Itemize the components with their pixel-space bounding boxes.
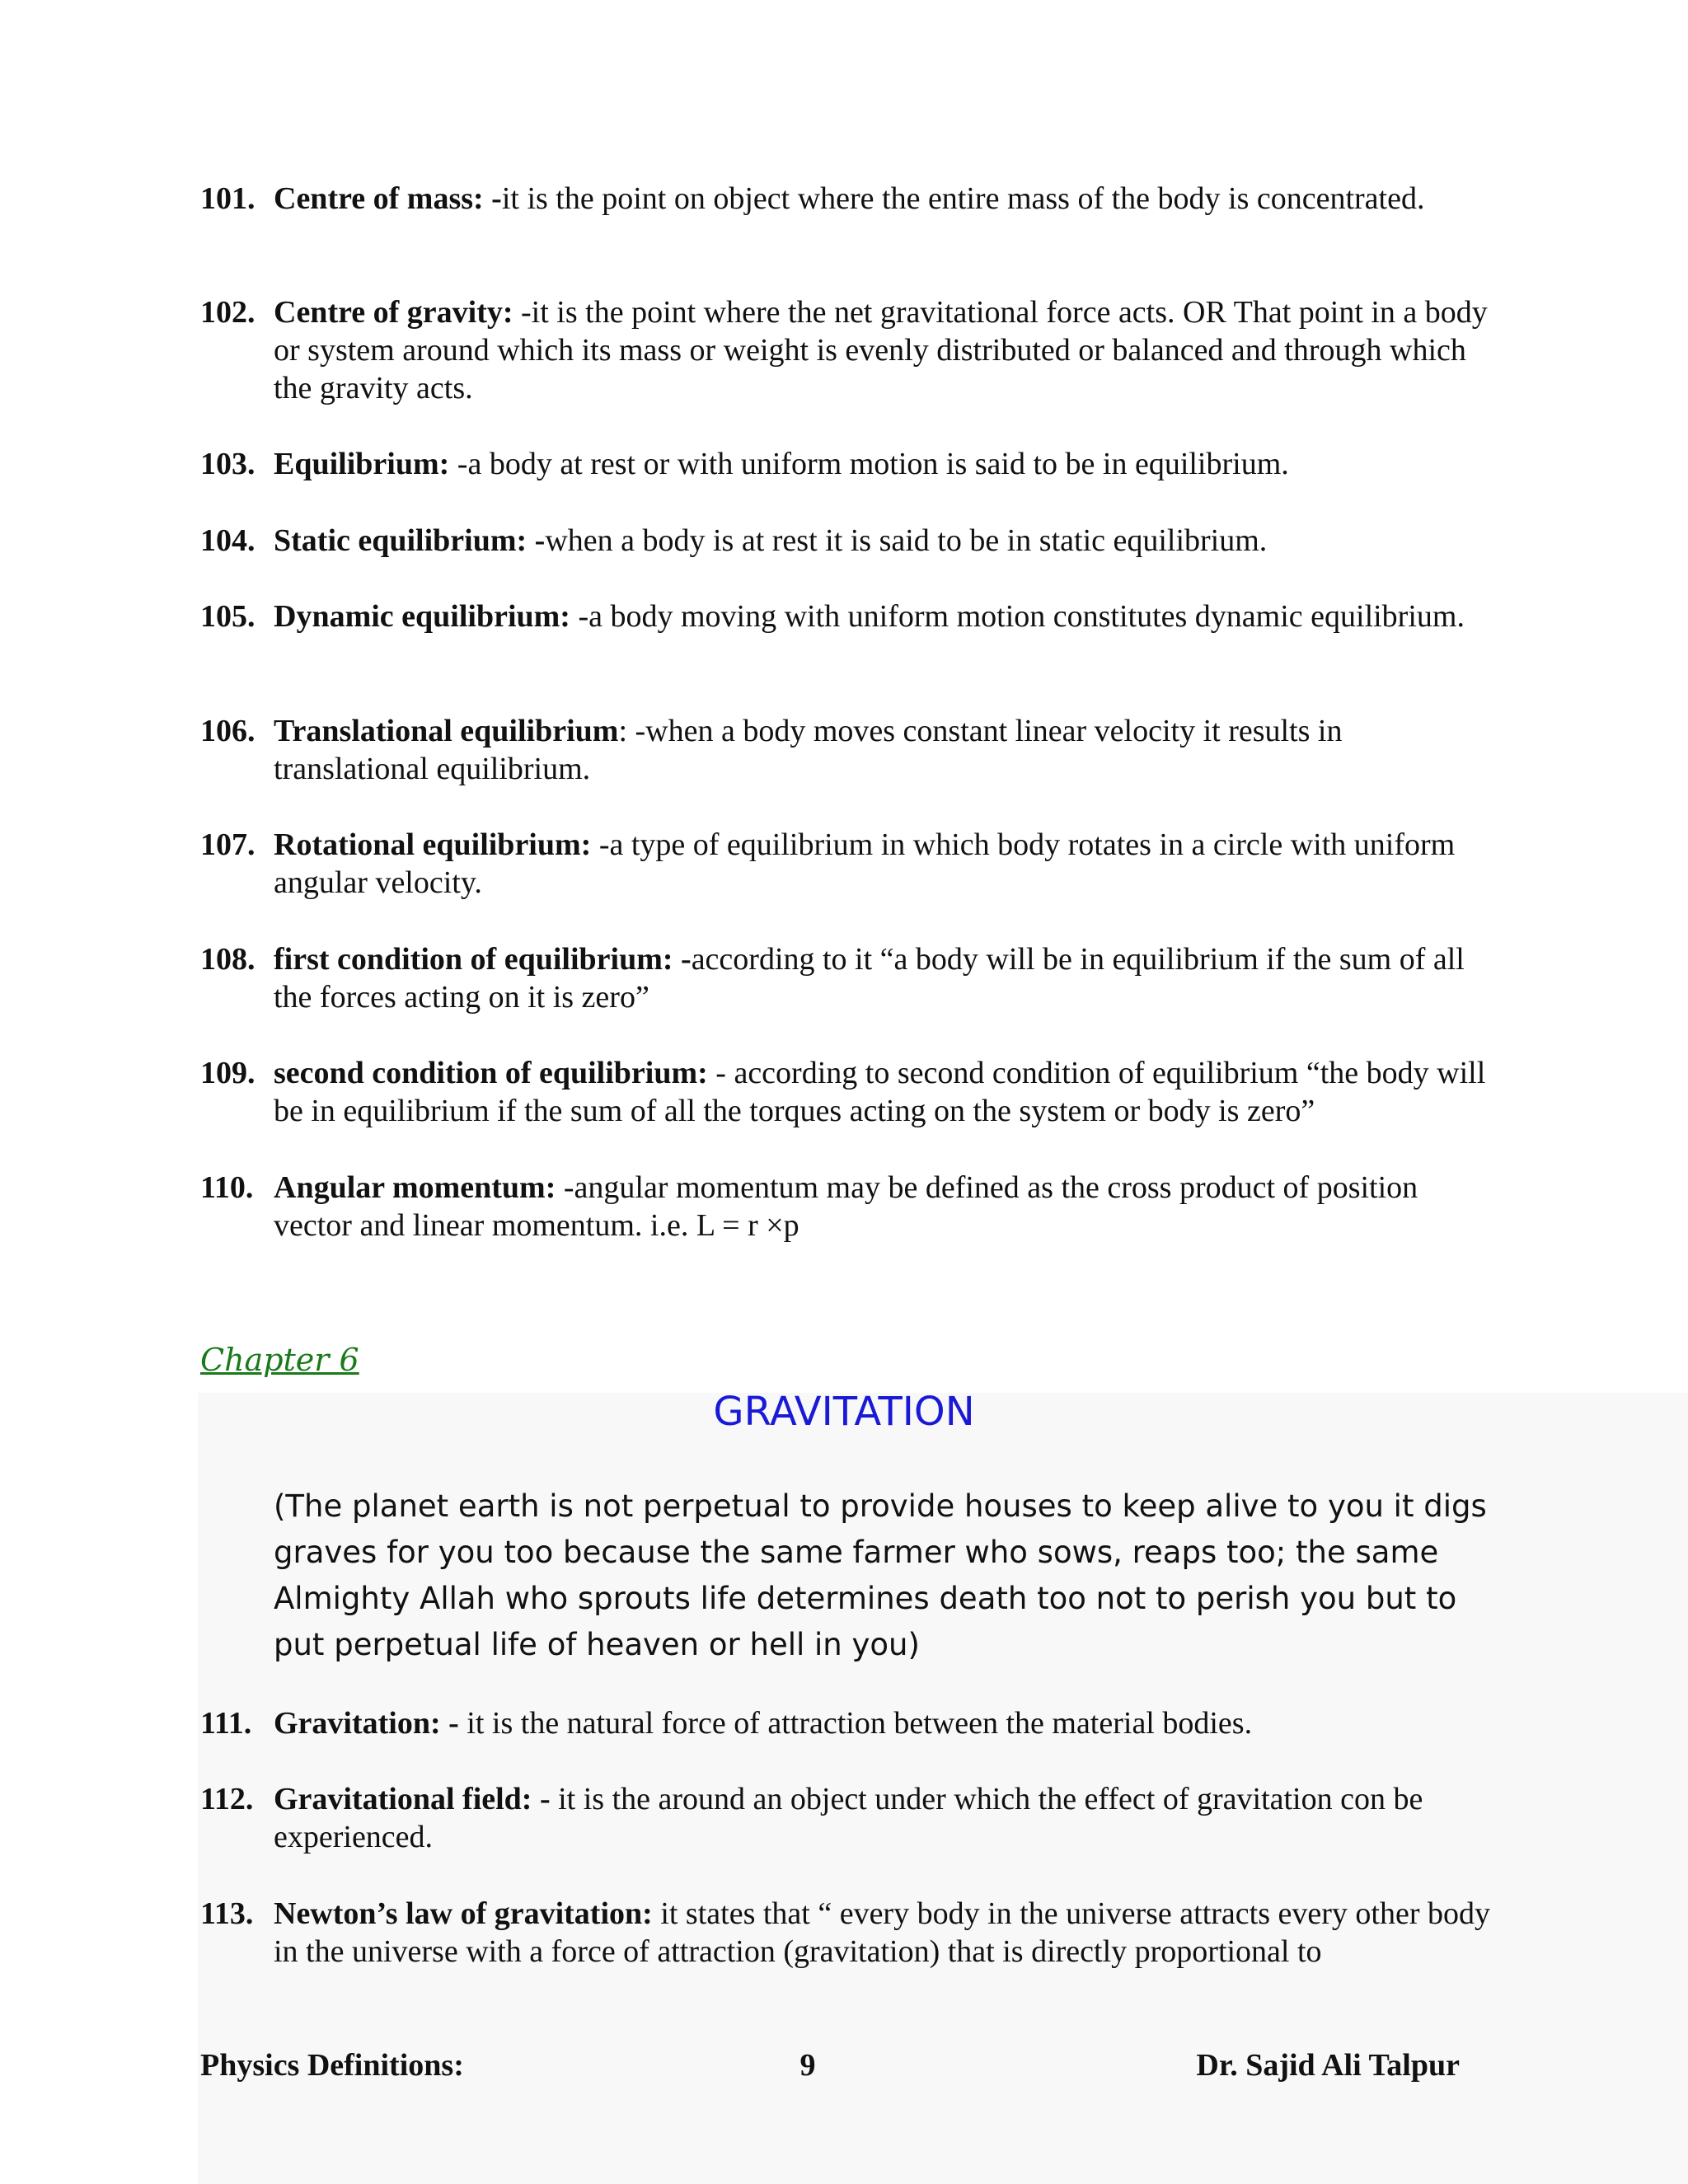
definition-number: 102. — [200, 295, 256, 330]
definition-text: -a body at rest or with uniform motion is said to be in equilibrium. — [449, 447, 1289, 481]
definition-113 — [200, 1895, 1503, 1971]
definition-number: 108. — [200, 942, 256, 977]
definition-text: when a body is at rest it is said to be in static equilibrium. — [545, 523, 1268, 558]
definition-term: second condition of equilibrium: — [274, 1056, 708, 1090]
definition-text: -a type of equilibrium in which body rotates in a circle with uniform angular velocity. — [274, 827, 1456, 900]
definition-text: it is the point on object where the entire mass of the body is concentrated. — [501, 181, 1425, 216]
chapter-title: GRAVITATION — [713, 1389, 975, 1435]
definition-109 — [200, 1054, 1503, 1130]
definition-term: Centre of gravity: — [274, 295, 513, 330]
definition-text: - according to second condition of equilibrium “the body will be in equilibrium if the sum of all the torques acting on the system or body is zero” — [274, 1056, 1486, 1128]
definition-101 — [200, 180, 1503, 218]
definition-104 — [200, 522, 1503, 560]
definition-number: 101. — [200, 181, 256, 216]
definition-number: 112. — [200, 1782, 254, 1816]
definition-number: 104. — [200, 523, 256, 558]
definition-number: 110. — [200, 1170, 254, 1205]
page-number: 9 — [799, 2048, 816, 2083]
definition-term: Rotational equilibrium: — [274, 827, 592, 862]
definition-number: 106. — [200, 714, 256, 748]
definition-107 — [200, 826, 1503, 902]
definition-term: Centre of mass: - — [274, 181, 502, 216]
definition-number: 107. — [200, 827, 256, 862]
definition-number: 103. — [200, 447, 256, 481]
definition-111 — [200, 1704, 1503, 1742]
definition-112 — [200, 1780, 1503, 1856]
definition-text: : -when a body moves constant linear velocity it results in translational equilibrium. — [274, 714, 1343, 786]
definition-text: -a body moving with uniform motion constitutes dynamic equilibrium. — [570, 599, 1465, 634]
definition-110 — [200, 1169, 1503, 1244]
definition-term: Dynamic equilibrium: — [274, 599, 570, 634]
definition-text: according to it “a body will be in equilibrium if the sum of all the forces acting on it is zero” — [274, 942, 1465, 1015]
definition-term: Static equilibrium: - — [274, 523, 546, 558]
footer-author: Dr. Sajid Ali Talpur — [1196, 2048, 1460, 2083]
definition-text: it is the natural force of attraction between the material bodies. — [458, 1706, 1253, 1741]
definition-term: Translational equilibrium — [274, 714, 619, 748]
definition-text: it is the around an object under which the effect of gravitation con be experienced. — [274, 1782, 1423, 1854]
chapter-quote: (The planet earth is not perpetual to provide houses to keep alive to you it digs graves for you too because the same farmer who sows, reaps too; the same Almighty Allah who sprouts life determines death too not to perish you but to put perpetual life of heaven or hell in you) — [274, 1488, 1487, 1662]
definition-103 — [200, 445, 1503, 483]
definition-term: Gravitation: - — [274, 1706, 459, 1741]
definition-106 — [200, 712, 1503, 788]
definition-number: 105. — [200, 599, 256, 634]
chapter-label: Chapter 6 — [200, 1342, 359, 1378]
definition-number: 111. — [200, 1706, 252, 1741]
definition-term: Equilibrium: — [274, 447, 450, 481]
definition-108 — [200, 940, 1503, 1016]
definition-text: it states that “ every body in the universe attracts every other body in the universe with a force of attraction (gravitation) that is directly proportional to — [274, 1896, 1490, 1969]
definition-term: Newton’s law of gravitation: — [274, 1896, 653, 1931]
definition-105 — [200, 598, 1503, 635]
definition-number: 113. — [200, 1896, 254, 1931]
definition-102 — [200, 293, 1503, 407]
definition-term: first condition of equilibrium: - — [274, 942, 692, 977]
definition-text: -angular momentum may be defined as the cross product of position vector and linear momentum. i.e. L = r ×p — [274, 1170, 1418, 1243]
definition-number: 109. — [200, 1056, 256, 1090]
definition-term: Gravitational field: - — [274, 1782, 551, 1816]
definition-term: Angular momentum: — [274, 1170, 556, 1205]
footer-left: Physics Definitions: — [200, 2048, 464, 2083]
definition-text: -it is the point where the net gravitational force acts. OR That point in a body or system around which its mass or weight is evenly distributed or balanced and through which the gravity acts. — [274, 295, 1488, 405]
